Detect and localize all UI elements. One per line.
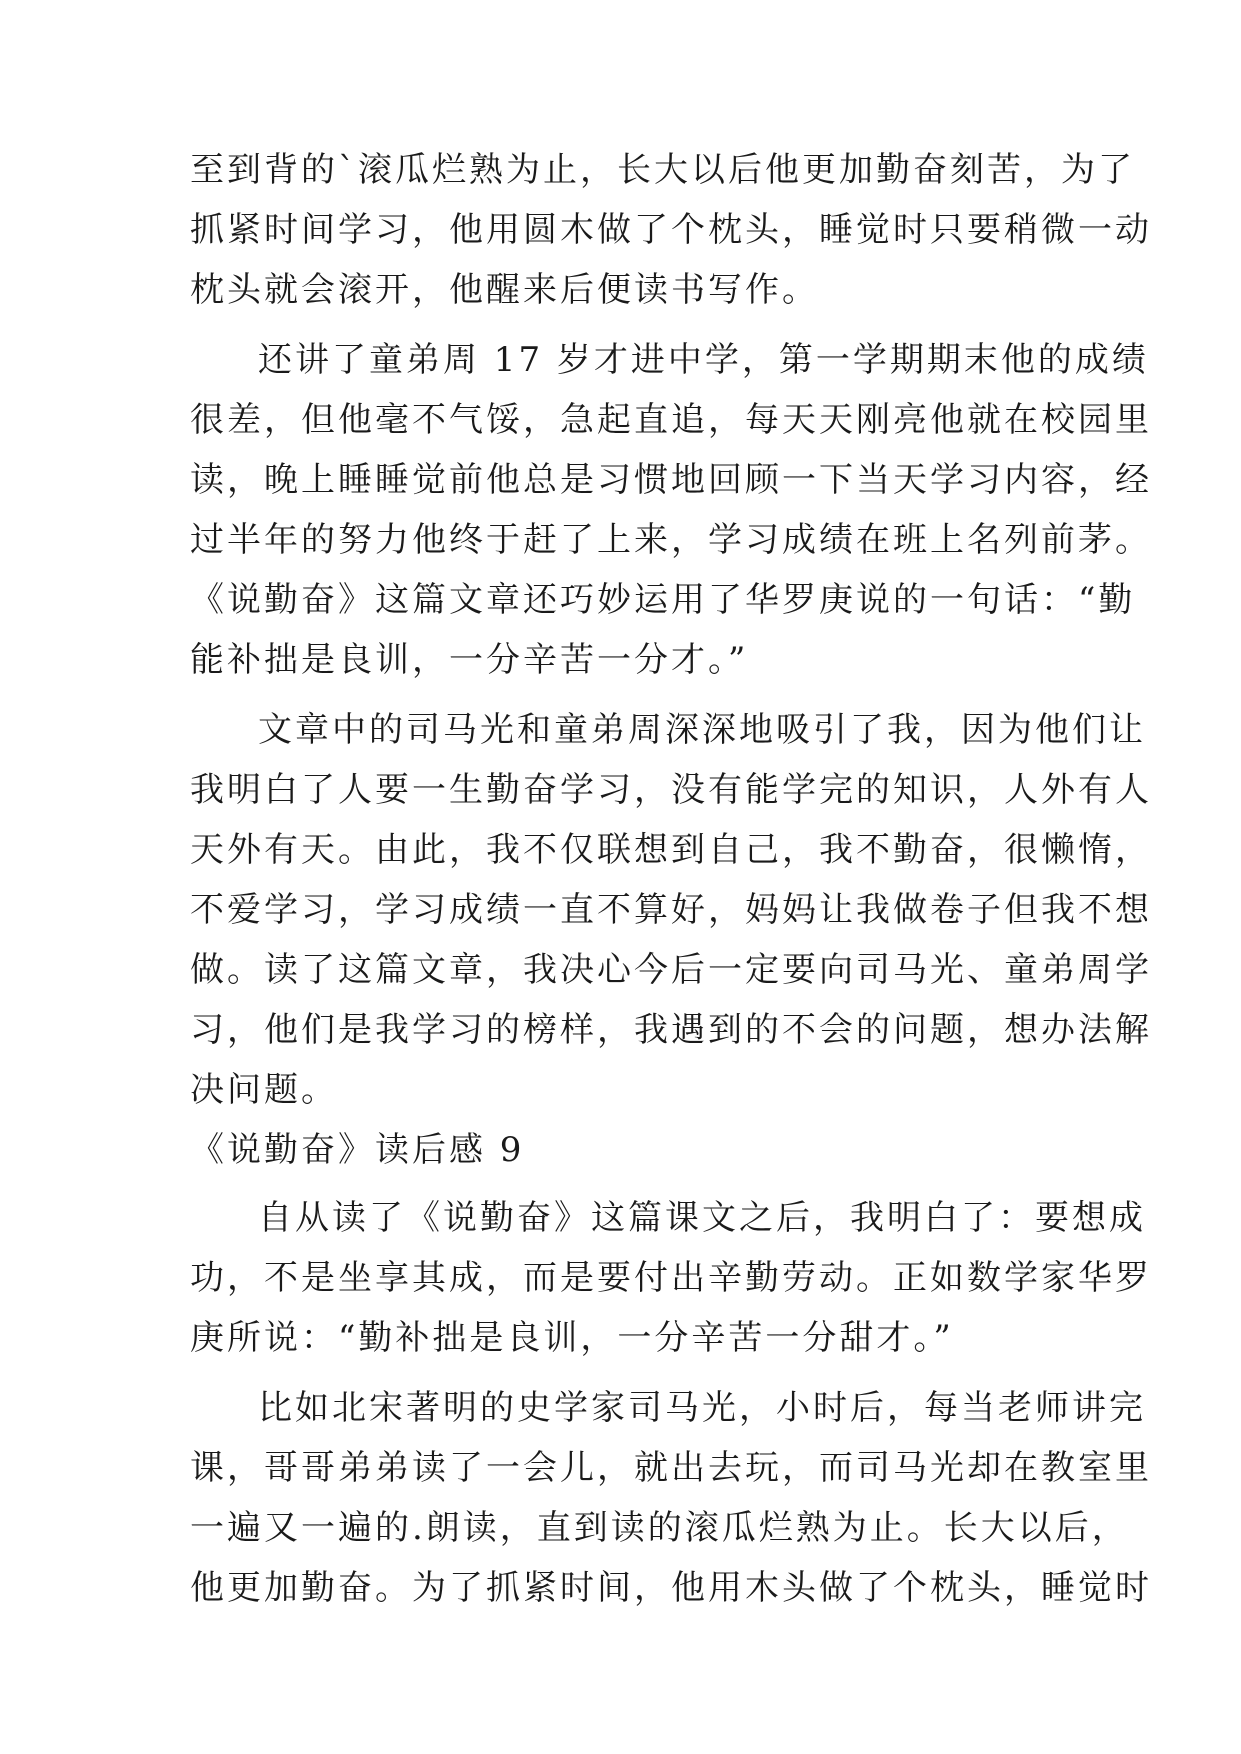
text-line: 过半年的努力他终于赶了上来，学习成绩在班上名列前茅。 [190, 520, 1152, 560]
text-line: 功，不是坐享其成，而是要付出辛勤劳动。正如数学家华罗 [190, 1258, 1152, 1298]
text-line: 《说勤奋》这篇文章还巧妙运用了华罗庚说的一句话：“勤 [190, 580, 1136, 620]
text-line: 庚所说：“勤补拙是良训，一分辛苦一分甜才。” [190, 1318, 954, 1358]
text-line: 枕头就会滚开，他醒来后便读书写作。 [190, 270, 819, 310]
paragraph-start-line: 文章中的司马光和童弟周深深地吸引了我，因为他们让 [258, 710, 1146, 750]
text-line: 很差，但他毫不气馁，急起直追，每天天刚亮他就在校园里 [190, 400, 1152, 440]
paragraph-start-line: 还讲了童弟周 17 岁才进中学，第一学期期末他的成绩 [258, 340, 1149, 380]
section-heading: 《说勤奋》读后感 9 [190, 1130, 525, 1170]
paragraph-start-line: 自从读了《说勤奋》这篇课文之后，我明白了：要想成 [258, 1198, 1146, 1238]
text-line: 课，哥哥弟弟读了一会儿，就出去玩，而司马光却在教室里 [190, 1448, 1152, 1488]
text-line: 习，他们是我学习的榜样，我遇到的不会的问题，想办法解 [190, 1010, 1152, 1050]
text-line: 能补拙是良训，一分辛苦一分才。” [190, 640, 749, 680]
text-line: 决问题。 [190, 1070, 338, 1110]
text-line: 做。读了这篇文章，我决心今后一定要向司马光、童弟周学 [190, 950, 1152, 990]
text-line: 他更加勤奋。为了抓紧时间，他用木头做了个枕头，睡觉时 [190, 1568, 1152, 1608]
text-line: 不爱学习，学习成绩一直不算好，妈妈让我做卷子但我不想 [190, 890, 1152, 930]
text-line: 一遍又一遍的.朗读，直到读的滚瓜烂熟为止。长大以后， [190, 1508, 1129, 1548]
text-line: 至到背的`滚瓜烂熟为止，长大以后他更加勤奋刻苦，为了 [190, 150, 1135, 190]
text-line: 我明白了人要一生勤奋学习，没有能学完的知识，人外有人 [190, 770, 1152, 810]
text-line: 读，晚上睡睡觉前他总是习惯地回顾一下当天学习内容，经 [190, 460, 1152, 500]
text-line: 天外有天。由此，我不仅联想到自己，我不勤奋，很懒惰， [190, 830, 1152, 870]
paragraph-start-line: 比如北宋著明的史学家司马光，小时后，每当老师讲完 [258, 1388, 1146, 1428]
text-line: 抓紧时间学习，他用圆木做了个枕头，睡觉时只要稍微一动 [190, 210, 1152, 250]
